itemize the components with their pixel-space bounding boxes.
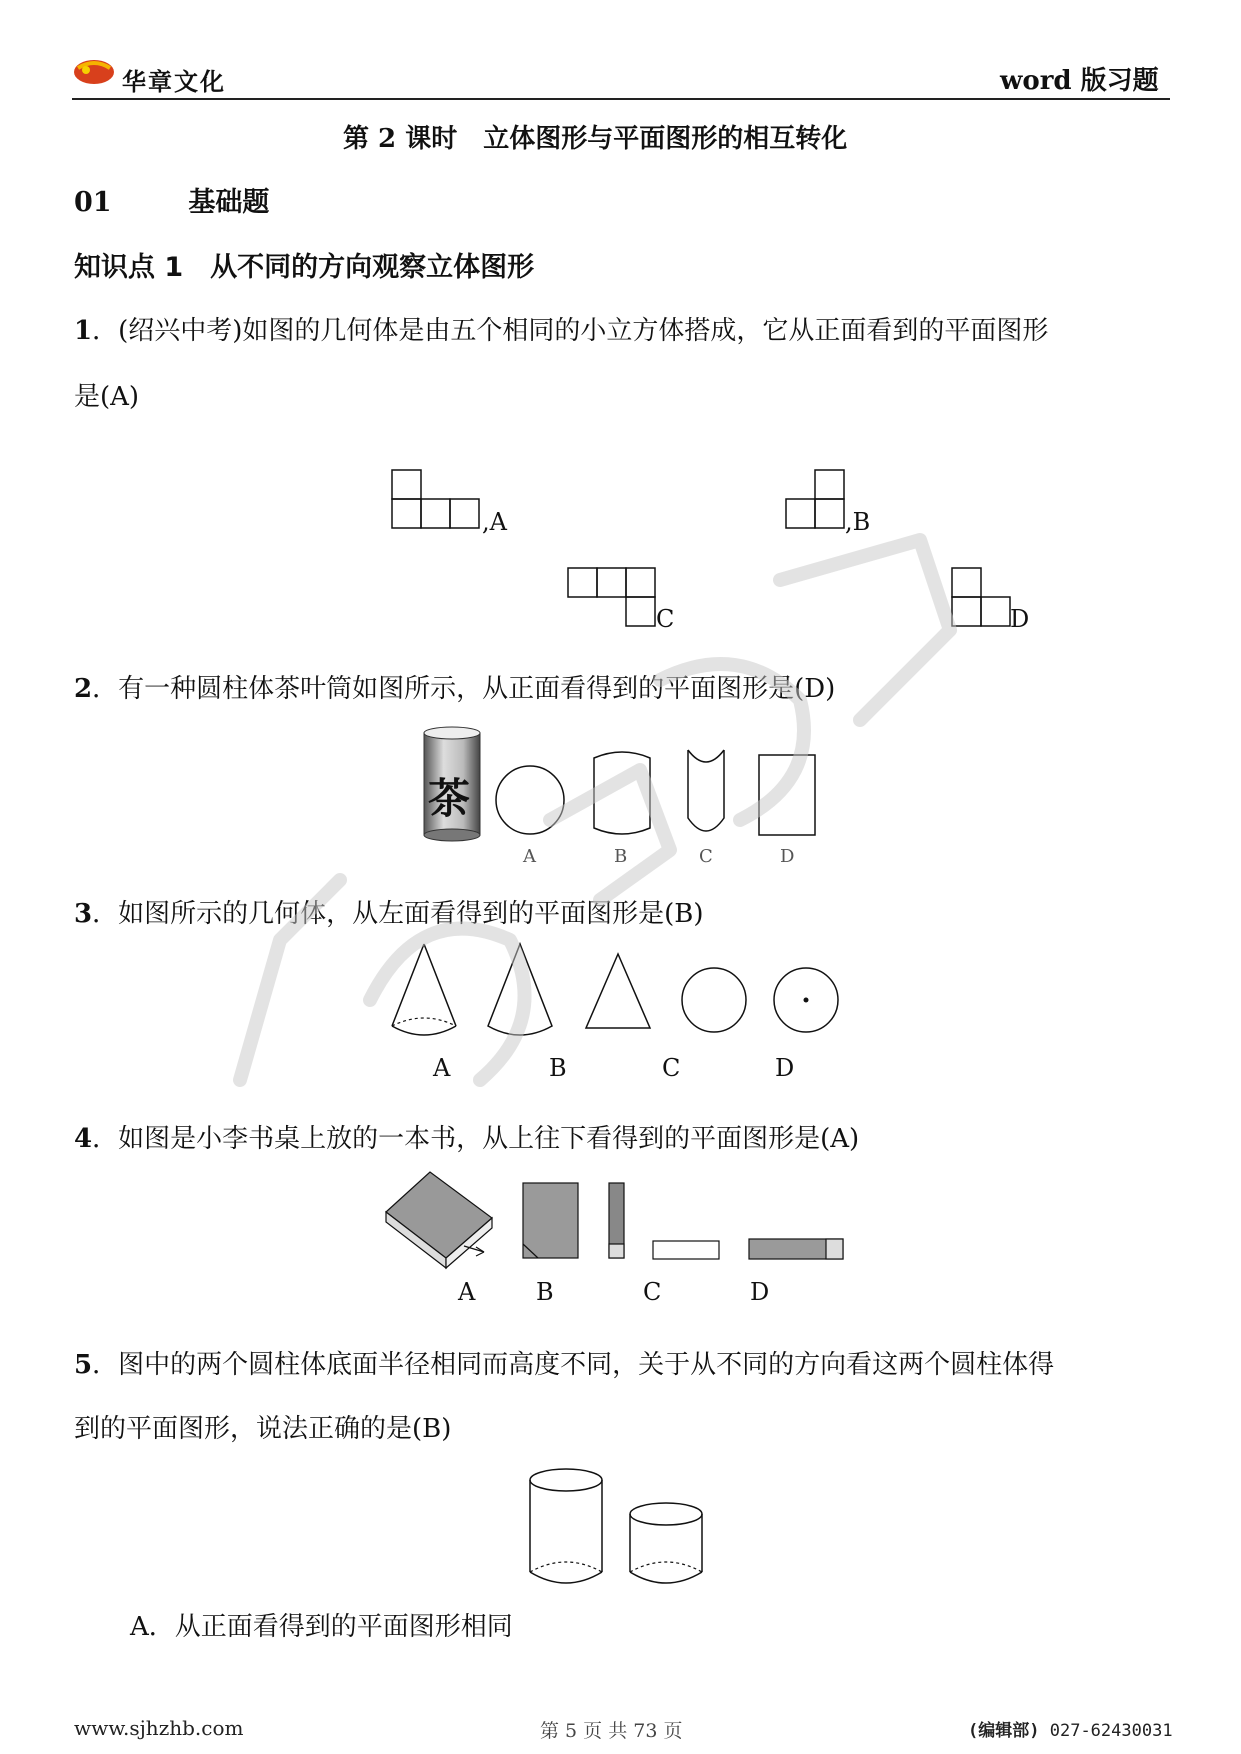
watermark-graphic (220, 520, 980, 1120)
q2-option-b-label: B (614, 846, 628, 867)
header-right (1000, 60, 1159, 97)
q1-option-b-label: ,B (845, 508, 871, 536)
page-title: 第 2 课时 立体图形与平面图形的相互转化 (343, 124, 848, 154)
question-4 (74, 1118, 859, 1155)
question-number: 1 (74, 316, 93, 346)
footer-phone: 027-62430031 (1049, 1721, 1173, 1741)
question-text: ．(绍兴中考)如图的几何体是由五个相同的小立方体搭成，它从正面看到的平面图形 (92, 316, 1049, 346)
footer-contact-label: (编辑部) (968, 1721, 1040, 1741)
q4-option-a-rect (522, 1182, 580, 1260)
q2-option-a-label: A (523, 846, 536, 867)
q4-option-c-label: C (643, 1278, 662, 1306)
short-cylinder-figure (628, 1500, 706, 1588)
question-number: 3 (74, 899, 93, 929)
header-edition: 版习题 (1080, 66, 1159, 96)
q3-option-d-label: D (775, 1054, 795, 1082)
q5-option-a: A．从正面看得到的平面图形相同 (130, 1612, 513, 1642)
question-5-line2: 到的平面图形，说法正确的是(B) (74, 1414, 452, 1444)
brand-name: 华章文化 (122, 68, 226, 96)
question-text: ．图中的两个圆柱体底面半径相同而高度不同，关于从不同的方向看这两个圆柱体得 (92, 1350, 1055, 1380)
question-1 (74, 310, 1048, 347)
footer-contact (968, 1716, 1173, 1741)
footer-website: www.sjhzhb.com (74, 1716, 244, 1740)
q3-option-a-label: A (433, 1054, 451, 1082)
question-text: ．有一种圆柱体茶叶筒如图所示，从正面看得到的平面图形是(D) (92, 674, 836, 704)
q4-option-a-label: A (458, 1278, 476, 1306)
knowledge-point: 知识点 1 从不同的方向观察立体图形 (74, 252, 535, 283)
question-5 (74, 1344, 1054, 1381)
question-text: ．如图所示的几何体，从左面看得到的平面图形是(B) (92, 899, 704, 929)
question-number: 2 (74, 674, 93, 704)
header-word: word (1000, 66, 1072, 96)
q4-option-d-label: D (750, 1278, 770, 1306)
q1-option-c-label: C (656, 605, 675, 633)
q3-option-c-label: C (662, 1054, 681, 1082)
header-rule (72, 98, 1170, 100)
q1-option-a-label: ,A (482, 508, 507, 536)
q3-option-b-label: B (549, 1054, 567, 1082)
brand-logo (72, 56, 118, 86)
section-label: 基础题 (188, 187, 270, 218)
section-number: 01 (74, 187, 112, 218)
section-heading (74, 180, 269, 219)
question-text: ．如图是小李书桌上放的一本书，从上往下看得到的平面图形是(A) (92, 1124, 860, 1154)
book-3d-figure (384, 1168, 496, 1260)
question-number: 5 (74, 1350, 93, 1380)
q4-option-b-label: B (536, 1278, 554, 1306)
tea-char: 茶 (428, 774, 471, 823)
question-number: 4 (74, 1124, 93, 1154)
q4-option-d-rect (748, 1238, 846, 1262)
q2-option-d-label: D (780, 846, 795, 867)
tall-cylinder-figure (528, 1466, 606, 1588)
q4-option-c-rect (652, 1240, 722, 1262)
q1-option-d-label: D (1010, 605, 1030, 633)
question-1-line2: 是(A) (74, 382, 140, 412)
q4-option-b-spine (608, 1182, 626, 1260)
q2-option-c-label: C (699, 846, 713, 867)
footer-page: 第 5 页 共 73 页 (540, 1720, 683, 1742)
